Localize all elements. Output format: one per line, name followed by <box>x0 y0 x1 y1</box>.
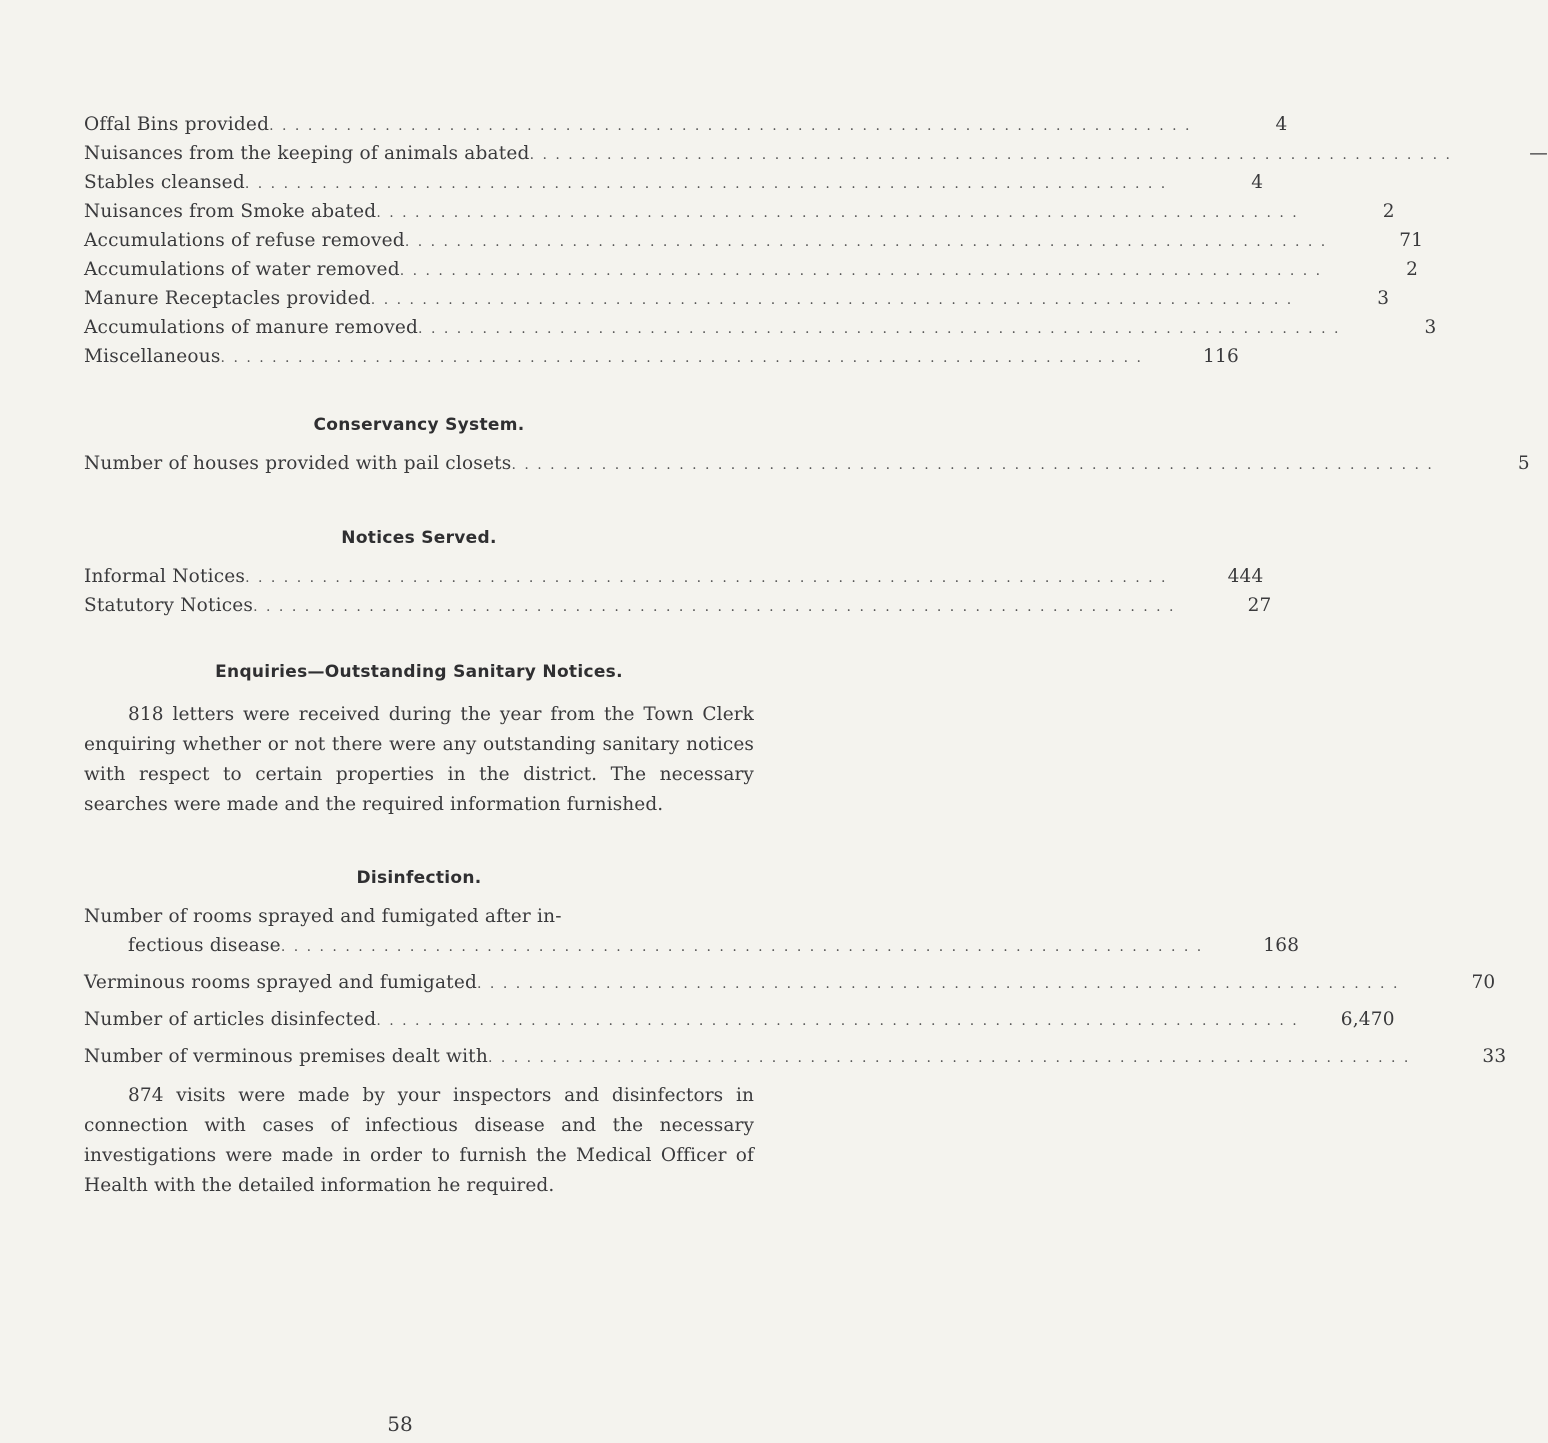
enquiries-heading: Enquiries—Outstanding Sanitary Notices. <box>215 662 623 682</box>
item-label: Statutory Notices <box>84 595 254 616</box>
item-value: 6,470 <box>1340 1009 1395 1030</box>
item-label: Number of verminous premises dealt with <box>84 1046 488 1067</box>
list-item <box>84 342 1239 371</box>
item-label: Accumulations of water removed <box>84 259 400 280</box>
list-item <box>84 313 1437 342</box>
list-item <box>84 226 1424 255</box>
item-value: 70 <box>1471 972 1496 993</box>
item-label: Manure Receptacles provided <box>84 288 371 309</box>
list-item <box>84 931 1300 960</box>
item-label: Miscellaneous <box>84 346 221 367</box>
leader-dots: . . . . . . . . . . . . . . . . . . . . . . . . . . . . . . . . . . . . . . . . . . . . . . . . . . . . . . . . . . . . . . . . . . . . . . . . <box>376 1013 1299 1029</box>
item-label: Stables cleansed <box>84 172 245 193</box>
list-item <box>84 139 1548 168</box>
item-label: Number of houses provided with pail closets <box>84 453 512 474</box>
page-number: 58 <box>387 1412 413 1436</box>
disinfection-heading: Disinfection. <box>356 868 482 888</box>
leader-dots: . . . . . . . . . . . . . . . . . . . . . . . . . . . . . . . . . . . . . . . . . . . . . . . . . . . . . . . . . . . . . . . . . . . . . . . . <box>253 599 1176 615</box>
item-value: 4 <box>1251 172 1264 193</box>
enquiries-paragraph: 818 letters were received during the year from the Town Clerk enquiring whether or not there were any outstanding sanitary notices with respect to certain properties in the district. The necessary searches were made and the required information furnished. <box>84 704 754 815</box>
item-value: 3 <box>1377 288 1390 309</box>
item-label: Nuisances from Smoke abated <box>84 201 377 222</box>
item-value: 27 <box>1247 595 1272 616</box>
conservancy-list <box>84 449 1530 478</box>
list-item <box>84 255 1419 284</box>
item-value: 5 <box>1517 453 1530 474</box>
item-label: Accumulations of refuse removed <box>84 230 405 251</box>
leader-dots: . . . . . . . . . . . . . . . . . . . . . . . . . . . . . . . . . . . . . . . . . . . . . . . . . . . . . . . . . . . . . . . . . . . . . . . . <box>269 118 1192 134</box>
sanitary-items-list <box>84 110 1548 371</box>
list-item <box>84 562 1264 591</box>
item-label: Number of articles disinfected <box>84 1009 377 1030</box>
item-label: Accumulations of manure removed <box>84 317 419 338</box>
leader-dots: . . . . . . . . . . . . . . . . . . . . . . . . . . . . . . . . . . . . . . . . . . . . . . . . . . . . . . . . . . . . . . . . . . . . . . . . <box>477 976 1400 992</box>
item-value: 3 <box>1424 317 1437 338</box>
leader-dots: . . . . . . . . . . . . . . . . . . . . . . . . . . . . . . . . . . . . . . . . . . . . . . . . . . . . . . . . . . . . . . . . . . . . . . . . <box>487 1050 1411 1066</box>
item-label: Informal Notices <box>84 566 246 587</box>
item-value: 4 <box>1275 114 1288 135</box>
list-item <box>84 591 1272 620</box>
leader-dots: . . . . . . . . . . . . . . . . . . . . . . . . . . . . . . . . . . . . . . . . . . . . . . . . . . . . . . . . . . . . . . . . . . . . . . . . <box>376 205 1299 221</box>
notices-list <box>84 562 1272 620</box>
list-item <box>84 168 1264 197</box>
item-label: Nuisances from the keeping of animals abated <box>84 143 530 164</box>
document-page <box>84 110 1548 1201</box>
list-item <box>84 1005 1395 1034</box>
leader-dots: . . . . . . . . . . . . . . . . . . . . . . . . . . . . . . . . . . . . . . . . . . . . . . . . . . . . . . . . . . . . . . . . . . . . . . . . <box>280 939 1204 955</box>
leader-dots: . . . . . . . . . . . . . . . . . . . . . . . . . . . . . . . . . . . . . . . . . . . . . . . . . . . . . . . . . . . . . . . . . . . . . . . . <box>511 457 1434 473</box>
leader-dots: . . . . . . . . . . . . . . . . . . . . . . . . . . . . . . . . . . . . . . . . . . . . . . . . . . . . . . . . . . . . . . . . . . . . . . . . <box>244 176 1168 192</box>
leader-dots: . . . . . . . . . . . . . . . . . . . . . . . . . . . . . . . . . . . . . . . . . . . . . . . . . . . . . . . . . . . . . . . . . . . . . . . . <box>399 263 1323 279</box>
item-value: 444 <box>1227 566 1264 587</box>
disinfection-paragraph: 874 visits were made by your inspectors and disinfectors in connection with cases of infectious disease and the necessary investigations were made in order to furnish the Medical Officer of Health with the detailed information he required. <box>84 1085 754 1196</box>
leader-dots: . . . . . . . . . . . . . . . . . . . . . . . . . . . . . . . . . . . . . . . . . . . . . . . . . . . . . . . . . . . . . . . . . . . . . . . . <box>245 570 1168 586</box>
list-item <box>84 284 1390 313</box>
list-item <box>84 110 1288 139</box>
item-value: 71 <box>1399 230 1424 251</box>
item-label: fectious disease <box>128 935 281 956</box>
list-item-label-line <box>84 902 754 931</box>
item-value: 2 <box>1382 201 1395 222</box>
item-value: 116 <box>1203 346 1239 367</box>
item-label: Offal Bins provided <box>84 114 270 135</box>
list-item <box>84 1042 1507 1071</box>
list-item <box>84 197 1395 226</box>
item-label: Number of rooms sprayed and fumigated after in- <box>84 906 562 927</box>
item-value: 33 <box>1482 1046 1507 1067</box>
leader-dots: . . . . . . . . . . . . . . . . . . . . . . . . . . . . . . . . . . . . . . . . . . . . . . . . . . . . . . . . . . . . . . . . . . . . . . . . <box>220 350 1143 366</box>
disinfection-list <box>84 902 1507 1071</box>
leader-dots: . . . . . . . . . . . . . . . . . . . . . . . . . . . . . . . . . . . . . . . . . . . . . . . . . . . . . . . . . . . . . . . . . . . . . . . . <box>529 147 1452 163</box>
conservancy-heading: Conservancy System. <box>313 415 525 435</box>
notices-heading: Notices Served. <box>341 528 497 548</box>
leader-dots: . . . . . . . . . . . . . . . . . . . . . . . . . . . . . . . . . . . . . . . . . . . . . . . . . . . . . . . . . . . . . . . . . . . . . . . . <box>418 321 1341 337</box>
item-value: — <box>1529 143 1548 164</box>
item-label: Verminous rooms sprayed and fumigated <box>84 972 478 993</box>
list-item <box>84 968 1496 997</box>
item-value: 2 <box>1406 259 1419 280</box>
leader-dots: . . . . . . . . . . . . . . . . . . . . . . . . . . . . . . . . . . . . . . . . . . . . . . . . . . . . . . . . . . . . . . . . . . . . . . . . <box>404 234 1328 250</box>
item-value: 168 <box>1263 935 1300 956</box>
list-item <box>84 449 1530 478</box>
leader-dots: . . . . . . . . . . . . . . . . . . . . . . . . . . . . . . . . . . . . . . . . . . . . . . . . . . . . . . . . . . . . . . . . . . . . . . . . <box>370 292 1294 308</box>
